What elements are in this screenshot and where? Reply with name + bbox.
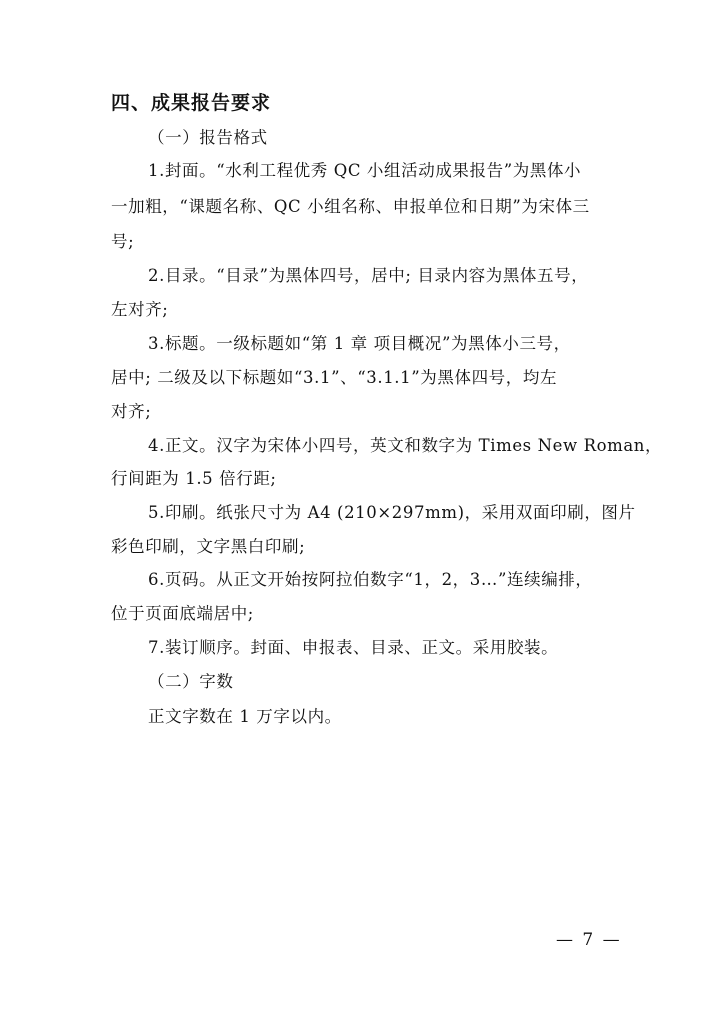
item-6-line-2: 位于页面底端居中; — [111, 604, 254, 623]
page-number: — 7 — — [556, 930, 622, 950]
item-2-line-2: 左对齐; — [111, 300, 169, 319]
item-7-line-1: 7.装订顺序。封面、申报表、目录、正文。采用胶装。 — [148, 638, 559, 657]
item-3-line-3: 对齐; — [111, 402, 152, 421]
item-4-line-2: 行间距为 1.5 倍行距; — [111, 469, 277, 488]
subsection-title-format: （一）报告格式 — [148, 128, 268, 147]
item-1-line-2: 一加粗，“课题名称、QC 小组名称、申报单位和日期”为宋体三 — [111, 197, 590, 216]
item-1-line-3: 号; — [111, 232, 135, 251]
item-3-line-1: 3.标题。一级标题如“第 1 章 项目概况”为黑体小三号， — [148, 334, 571, 353]
item-2-line-1: 2.目录。“目录”为黑体四号，居中; 目录内容为黑体五号， — [148, 266, 589, 285]
item-5-line-1: 5.印刷。纸张尺寸为 A4 (210×297mm)，采用双面印刷，图片 — [148, 503, 636, 522]
item-4-line-1: 4.正文。汉字为宋体小四号，英文和数字为 Times New Roman， — [148, 436, 663, 455]
word-count-text: 正文字数在 1 万字以内。 — [148, 707, 342, 726]
item-3-line-2: 居中; 二级及以下标题如“3.1”、“3.1.1”为黑体四号，均左 — [111, 368, 558, 387]
item-1-line-1: 1.封面。“水利工程优秀 QC 小组活动成果报告”为黑体小 — [148, 161, 582, 180]
item-5-line-2: 彩色印刷，文字黑白印刷; — [111, 537, 306, 556]
item-6-line-1: 6.页码。从正文开始按阿拉伯数字“1，2，3…”连续编排， — [148, 570, 593, 589]
section-title: 四、成果报告要求 — [111, 92, 272, 114]
subsection-title-word-count: （二）字数 — [148, 672, 234, 691]
